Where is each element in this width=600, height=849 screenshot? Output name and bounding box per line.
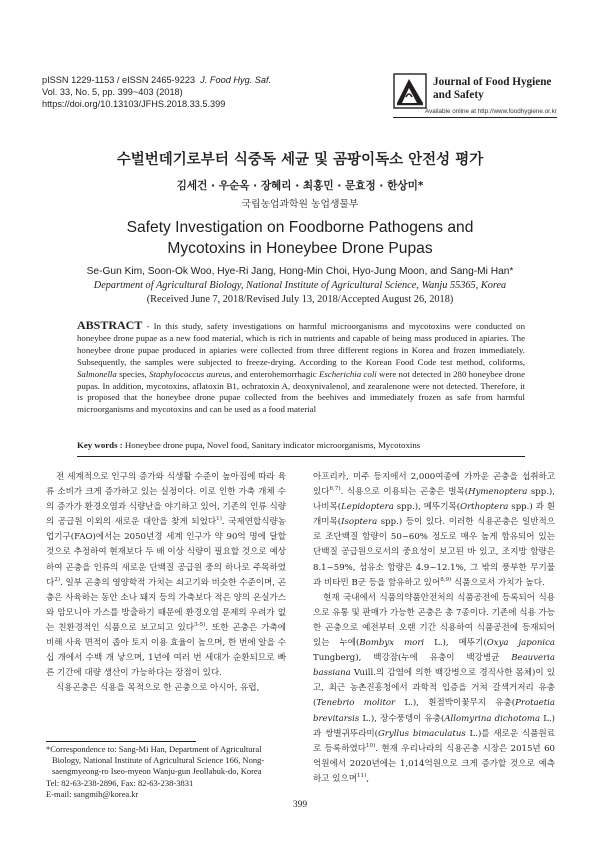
- body-text: L.), 메뚜기(: [424, 638, 487, 649]
- body-text: L.)과 쌍별귀뚜라미(: [313, 713, 555, 739]
- body-text: . 식용으로 이용되는 곤충은 벌목(: [340, 487, 469, 498]
- body-text: 전 세계적으로 인구의 증가와 식생활 수준이 높아짐에 따라 육류 소비가 크게 증가하고 있는 실정이다. 이로 인한 가축 개체 수의 증가가 환경오염과 식량난을 야기하고 있어, 기존의 인류 식량의 공급원 이외의 새로운 대안을 찾게 되었다: [46, 472, 286, 528]
- species-name: Tenebrio molitor: [316, 698, 396, 709]
- journal-title: [433, 76, 551, 102]
- footnote-line: Tel: 82-63-238-2896, Fax: 82-63-238-3831: [46, 777, 194, 788]
- body-text: spp.), 나비목(: [313, 487, 555, 513]
- body-text: ,: [366, 773, 370, 784]
- species-name: Protaetia brevitarsis: [313, 698, 555, 724]
- keywords: [77, 440, 525, 452]
- abstract-salmonella: Salmonella: [77, 368, 117, 379]
- korean-authors: 김세건 · 우순옥 · 장혜리 · 최홍민 · 문효정 · 한상미*: [176, 180, 424, 192]
- body-text: L.)를 새로운 식품원료로 등록하였다: [313, 728, 555, 754]
- body-text: 아프리카, 미주 등지에서 2,000여종에 가까운 곤충을 섭취하고 있다: [313, 472, 555, 498]
- paragraph: [46, 470, 286, 681]
- abstract-text: were not detected in 280 honeybee drone pupas. In addition, mycotoxins, aflatoxin B1, ochratoxin A, deoxynivalenol, and zearalenone were not detected. Therefore, it is proposed that the honeybee drone pupae collected from the beehives and immediately frozen as safe from harmful microorganisms and mycotoxins and can be used as a food material: [77, 368, 526, 415]
- journal-header-info: [42, 74, 271, 111]
- citation-ref: 2): [54, 576, 61, 583]
- body-text: spp.) 등이 있다. 이러한 식용곤충은 일반적으로 조단백질 함량이 50~60% 정도로 매우 높게 함유되어 있는 단백질 공급원으로서의 중요성이 보고된 바 있고, 조지방 함량은 8.1~59%, 섬유소 함량은 4.9~12.1%, 그 밖의 풍부한 무기물과 비타민 B군 등을 함유하고 있어: [313, 517, 555, 588]
- species-name: Allomyrina dichotoma: [444, 713, 541, 724]
- korean-title: 수벌번데기로부터 식중독 세균 및 곰팡이독소 안전성 평가: [116, 152, 484, 168]
- english-title: [0, 217, 600, 259]
- correspondence-footnote: [46, 744, 296, 800]
- species-name: Lepidoptera: [341, 502, 394, 513]
- english-authors: Se-Gun Kim, Soon-Ok Woo, Hye-Ri Jang, Hong-Min Choi, Hyo-Jung Moon, and Sang-Mi Han*: [86, 266, 514, 277]
- body-text: . 국제연합식량농업기구(FAO)에서는 2050년경 세계 인구가 약 90억 명에 달할 것으로 추정하여 현재보다 두 배 이상 식량이 필요할 것으로 예상하여 곤충을 인류의 새로운 단백질 공급원 중의 하나로 주목하였다: [46, 517, 286, 588]
- citation-ref: 8,9): [440, 576, 452, 583]
- footnote-line: *Correspondence to: Sang-Mi Han, Department of Agricultural: [46, 744, 262, 754]
- species-name: Oxya japonica: [486, 638, 556, 649]
- keywords-label: Key words :: [77, 440, 123, 450]
- doi-link[interactable]: https://doi.org/10.13103/JFHS.2018.33.5.399: [42, 99, 226, 110]
- body-text: 식용곤충은 식용을 목적으로 한 곤충으로 아시아, 유럽,: [56, 683, 260, 694]
- body-text: Vuill.의 감염에 의한 백강병으로 경직사한 몸체)이 있고, 최근 농촌진흥청에서 과학적 입증을 거쳐 갈색거저리 유충(: [313, 668, 555, 709]
- species-name: Hymenoptera: [468, 487, 528, 498]
- issn: pISSN 1229-1153 / eISSN 2465-9223: [42, 75, 196, 85]
- footnote-divider: [46, 741, 196, 742]
- body-text: 현재 국내에서 식품의약품안전처의 식품공전에 등록되어 식용으로 유통 및 판매가 가능한 곤충은 총 7종이다. 기존에 식용 가능한 곤충으로 예전부터 오랜 기간 식용하여 식품공전에 등재되어 있는 누에(: [313, 592, 555, 649]
- citation-ref: 1): [216, 516, 222, 523]
- body-right-column: [313, 470, 555, 787]
- body-text: L.), 장수풍뎅이 유충(: [359, 713, 445, 724]
- paragraph: [313, 591, 555, 787]
- keywords-text: Honeybee drone pupa, Novel food, Sanitary indicator microorganisms, Mycotoxins: [122, 440, 421, 450]
- body-text: . 또한 곤충은 가축에 비해 사육 면적이 좁아 토지 이용 효율이 높으며, 한 번에 알을 수십 개에서 수백 개 낳으며, 1년에 여러 번 세대가 순환되므로 빠른 기간에 대량 생산이 가능하다는 장점이 있다.: [46, 622, 286, 679]
- body-text: L.), 흰점박이꽃무지 유충(: [395, 698, 516, 709]
- body-text: 식품으로서 가치가 높다.: [451, 577, 545, 588]
- journal-logo-icon: [393, 73, 427, 109]
- english-title-line2: Mycotoxins in Honeybee Drone Pupas: [167, 240, 433, 257]
- available-online[interactable]: Available online at http://www.foodhygiene.or.kr: [425, 108, 557, 115]
- body-text: . 일부 곤충의 영양학적 가치는 쇠고기와 비슷한 수준이며, 곤충은 사육하는 동안 소나 돼지 등의 가축보다 적은 양의 온실가스와 암모니아 가스를 방출하기 때문에 환경오염 문제의 우려가 없는 친환경적인 식품으로 보고되고 있다: [46, 577, 286, 633]
- species-name: Orthoptera: [460, 502, 509, 513]
- issn-line: [42, 74, 271, 86]
- journal-title-line2: and Safety: [433, 89, 484, 101]
- english-title-line1: Safety Investigation on Foodborne Pathogens and: [126, 219, 474, 236]
- species-name: Isoptera: [341, 517, 378, 528]
- citation-ref: 10): [365, 742, 376, 749]
- body-text: spp.), 메뚜기목(: [393, 502, 461, 513]
- paragraph: [46, 681, 286, 696]
- footnote-line: saengmyeong-ro Iseo-myeon Wanju-gun Jeollabuk-do, Korea: [52, 766, 262, 777]
- body-text: Tungberg), 백강잠(누에 유충이 백강병균: [313, 653, 512, 664]
- abstract-text: species,: [116, 368, 150, 379]
- citation-ref: 6,7): [329, 486, 341, 493]
- body-text: spp.) 과 흰개미목(: [313, 502, 556, 528]
- volume-line: Vol. 33, No. 5, pp. 399~403 (2018): [42, 87, 183, 98]
- body-text: . 현재 우리나라의 식용곤충 시장은 2015년 60억원에서 2020년에는 1,014억원으로 크게 증가할 것으로 예측하고 있으며: [313, 743, 555, 784]
- english-affiliation: Department of Agricultural Biology, National Institute of Agricultural Science, Wanju 55365, Korea: [93, 280, 507, 291]
- page-number: 399: [292, 800, 308, 810]
- species-name: Gryllus bimaculatus: [377, 728, 466, 739]
- keywords-divider: [77, 456, 525, 457]
- abstract-heading: ABSTRACT: [77, 318, 143, 332]
- footnote-line: Biology, National Institute of Agricultural Science 166, Nong-: [52, 755, 265, 766]
- korean-affiliation: 국립농업과학원 농업생물부: [241, 199, 359, 210]
- abstract: [77, 320, 525, 416]
- species-name: Bombyx mori: [359, 638, 425, 649]
- header-divider: [393, 117, 557, 118]
- footnote-email[interactable]: E-mail: sangmih@korea.kr: [46, 788, 139, 799]
- paragraph: [313, 470, 555, 591]
- citation-ref: 11): [357, 773, 367, 780]
- abstract-ecoli: Escherichia coli: [318, 368, 377, 379]
- species-name: Beauveria bassiana: [313, 653, 555, 679]
- abstract-text: , and enterohemorrhagic: [230, 368, 319, 379]
- abstract-text: - In this study, safety investigations on harmful microorganisms and mycotoxins were conducted on honeybee drone pupae as a new food material, which is rich in nutrients and capable of being mass produced in apiaries. The honeybee drone pupae produced in apiaries were collected from three different regions in Korea and frozen immediately. Subsequently, the samples were subjected to freeze-drying. According to the Korean Food Code test method, coliforms,: [77, 321, 525, 367]
- journal-title-line1: Journal of Food Hygiene: [433, 76, 552, 88]
- received-dates: (Received June 7, 2018/Revised July 13, 2018/Accepted August 26, 2018): [146, 294, 454, 305]
- citation-ref: 3-5): [194, 622, 206, 629]
- journal-abbrev: J. Food Hyg. Saf.: [200, 75, 272, 85]
- abstract-staph: Staphylococcus aureus: [149, 368, 231, 379]
- body-left-column: [46, 470, 286, 696]
